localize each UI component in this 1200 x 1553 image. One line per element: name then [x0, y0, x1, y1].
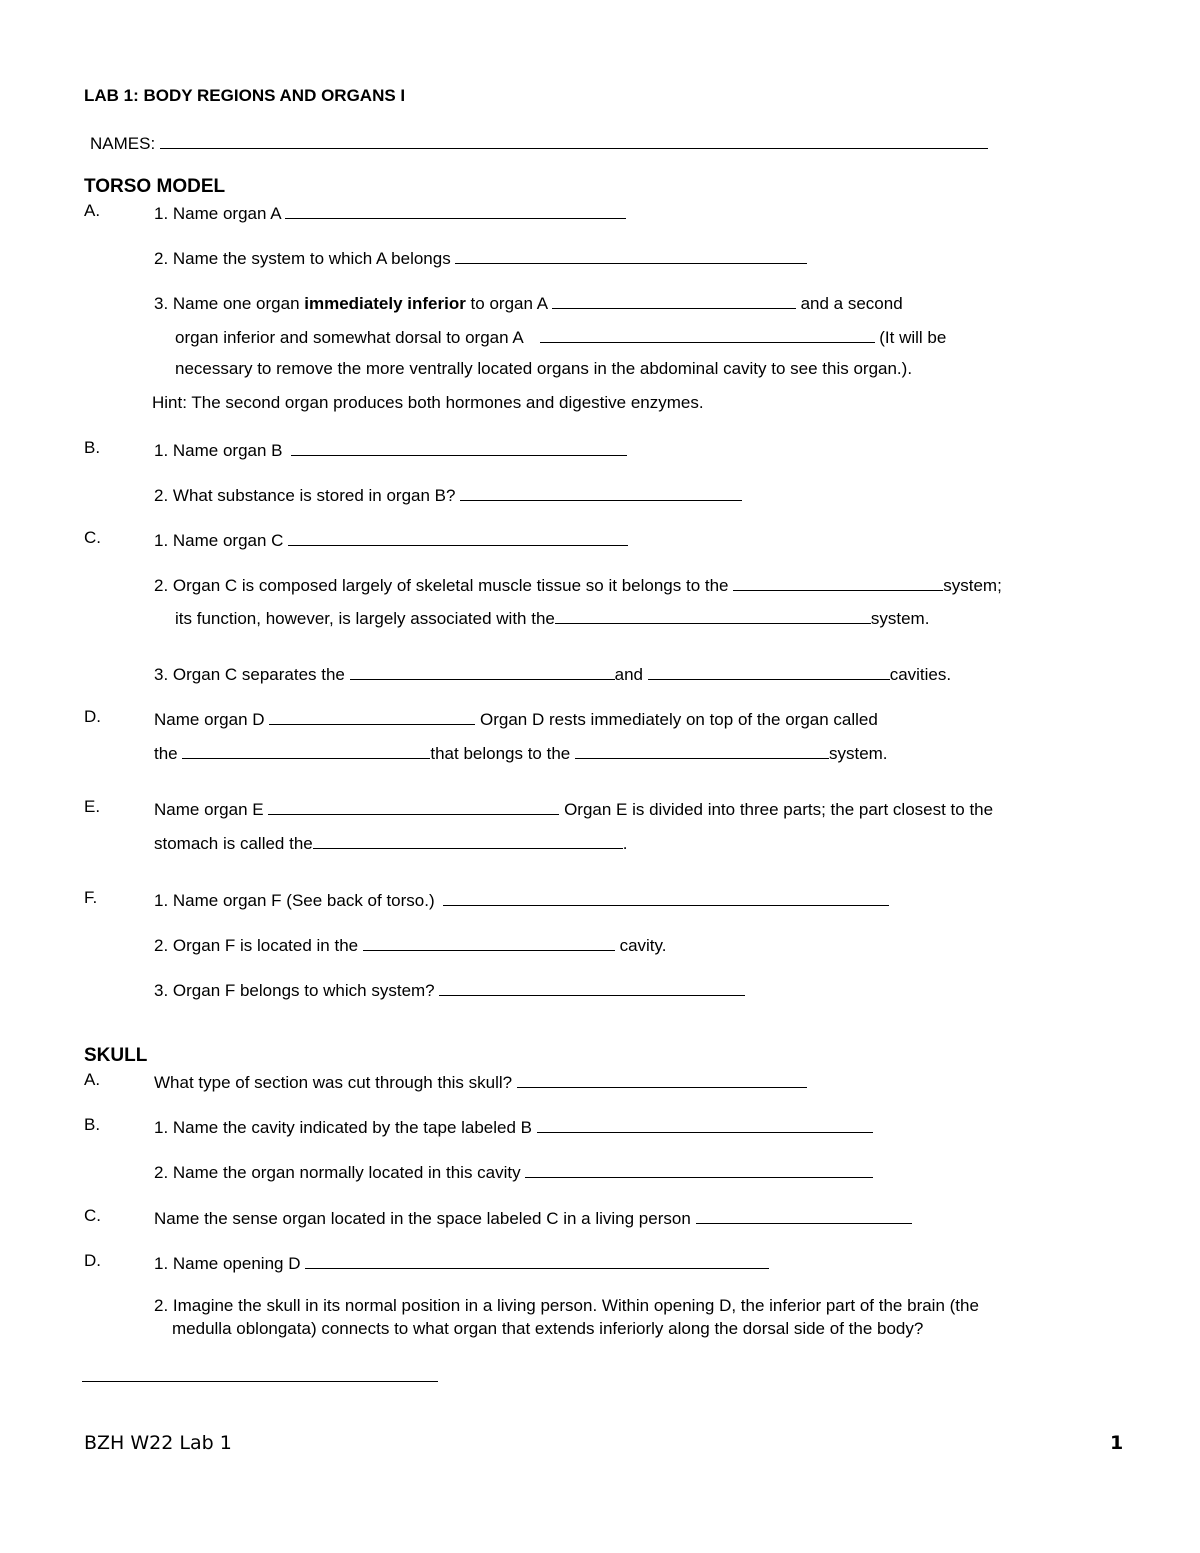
skull-b1 — [154, 1115, 873, 1138]
skull-d2-line1: 2. Imagine the skull in its normal position in a living person. Within opening D, the inferior part of the brain (the — [154, 1296, 979, 1315]
torso-d-l2-text-c: system. — [828, 744, 888, 763]
names-blank[interactable] — [160, 131, 988, 149]
torso-c2-text-b: system; — [943, 576, 1002, 595]
footer-left: BZH W22 Lab 1 — [84, 1432, 232, 1454]
torso-c3-text-a: 3. Organ C separates the — [154, 665, 350, 684]
skull-a — [154, 1070, 807, 1093]
torso-f3 — [154, 978, 745, 1001]
torso-f1-blank[interactable] — [443, 888, 889, 906]
torso-f2-blank[interactable] — [363, 933, 615, 951]
torso-b2 — [154, 483, 742, 506]
torso-c3 — [154, 662, 951, 685]
torso-d-l2-text-a: the — [154, 744, 183, 763]
torso-a3 — [154, 291, 903, 314]
torso-f2-text-b: cavity. — [614, 936, 667, 955]
skull-d2-answer-blank[interactable] — [82, 1381, 438, 1382]
torso-d-text-a: Name organ D — [154, 710, 270, 729]
torso-a3-blank2[interactable] — [540, 325, 875, 343]
torso-c3-text-c: cavities. — [889, 665, 952, 684]
torso-d-l2-text-b: that belongs to the — [430, 744, 575, 763]
skull-heading: SKULL — [84, 1045, 148, 1066]
torso-b2-blank[interactable] — [460, 483, 742, 501]
torso-c2-blank2[interactable] — [555, 606, 871, 624]
torso-d-blank2[interactable] — [182, 741, 430, 759]
torso-c1-blank[interactable] — [288, 528, 628, 546]
page-title: LAB 1: BODY REGIONS AND ORGANS I — [84, 86, 406, 105]
skull-d-label: D. — [84, 1251, 101, 1270]
torso-c2-blank1[interactable] — [733, 573, 943, 591]
torso-d-blank1[interactable] — [269, 707, 475, 725]
torso-a3-end: and a second — [795, 294, 903, 313]
names-label: NAMES: — [90, 134, 156, 153]
torso-d — [154, 707, 878, 730]
skull-a-text: What type of section was cut through this skull? — [154, 1073, 513, 1092]
torso-a3-l2-end: (It will be — [874, 328, 947, 347]
torso-a3-blank1[interactable] — [552, 291, 796, 309]
skull-d1-blank[interactable] — [305, 1251, 769, 1269]
torso-f2 — [154, 933, 666, 956]
torso-b1-blank[interactable] — [291, 438, 627, 456]
skull-d1-text: 1. Name opening D — [154, 1254, 301, 1273]
torso-d-label: D. — [84, 707, 101, 726]
torso-c1-text: 1. Name organ C — [154, 531, 284, 550]
torso-a2 — [154, 246, 807, 269]
torso-a1 — [154, 201, 626, 224]
torso-f1-text: 1. Name organ F (See back of torso.) — [154, 891, 435, 910]
torso-hint: Hint: The second organ produces both hormones and digestive enzymes. — [152, 393, 704, 412]
torso-a1-text: 1. Name organ A — [154, 204, 281, 223]
torso-e-text-b: Organ E is divided into three parts; the part closest to the — [559, 800, 994, 819]
torso-a3-pre: 3. Name one organ — [154, 294, 305, 313]
torso-c2-l2-text-b: system. — [870, 609, 930, 628]
torso-e-blank2[interactable] — [313, 831, 623, 849]
names-row — [90, 131, 988, 154]
skull-b2-blank[interactable] — [525, 1160, 873, 1178]
torso-c2 — [154, 573, 1002, 596]
skull-b2-text: 2. Name the organ normally located in this cavity — [154, 1163, 521, 1182]
torso-f2-text-a: 2. Organ F is located in the — [154, 936, 363, 955]
torso-a3-bold: immediately inferior — [304, 294, 466, 313]
torso-a-label: A. — [84, 201, 101, 220]
page-number: 1 — [1110, 1432, 1124, 1454]
torso-f3-text: 3. Organ F belongs to which system? — [154, 981, 435, 1000]
torso-d-text-b: Organ D rests immediately on top of the organ called — [475, 710, 878, 729]
torso-c-label: C. — [84, 528, 101, 547]
torso-b-label: B. — [84, 438, 101, 457]
torso-heading: TORSO MODEL — [84, 176, 226, 197]
skull-c-blank[interactable] — [696, 1206, 912, 1224]
torso-a3-line2 — [175, 325, 946, 348]
skull-a-label: A. — [84, 1070, 101, 1089]
torso-a2-blank[interactable] — [455, 246, 807, 264]
torso-c3-blank2[interactable] — [648, 662, 890, 680]
torso-e — [154, 797, 993, 820]
skull-d2-line2: medulla oblongata) connects to what organ that extends inferiorly along the dorsal side of the body? — [172, 1319, 924, 1338]
torso-b1 — [154, 438, 627, 461]
torso-f3-blank[interactable] — [439, 978, 745, 996]
torso-e-l2-text-b: . — [622, 834, 628, 853]
torso-c2-line2 — [175, 606, 929, 629]
torso-a3-post: to organ A — [465, 294, 548, 313]
torso-c2-l2-text-a: its function, however, is largely associated with the — [175, 609, 555, 628]
torso-e-blank1[interactable] — [268, 797, 559, 815]
skull-b2 — [154, 1160, 873, 1183]
torso-f-label: F. — [84, 888, 98, 907]
torso-e-label: E. — [84, 797, 101, 816]
skull-d1 — [154, 1251, 769, 1274]
skull-c-text: Name the sense organ located in the space labeled C in a living person — [154, 1209, 691, 1228]
torso-e-line2 — [154, 831, 627, 854]
torso-c1 — [154, 528, 628, 551]
skull-b1-blank[interactable] — [537, 1115, 873, 1133]
torso-a3-line3: necessary to remove the more ventrally located organs in the abdominal cavity to see this organ.). — [175, 359, 913, 378]
torso-a3-l2-text: organ inferior and somewhat dorsal to organ A — [175, 328, 523, 347]
torso-e-l2-text-a: stomach is called the — [154, 834, 313, 853]
torso-b2-text: 2. What substance is stored in organ B? — [154, 486, 456, 505]
torso-d-line2 — [154, 741, 888, 764]
skull-c — [154, 1206, 912, 1229]
torso-c3-blank1[interactable] — [350, 662, 615, 680]
torso-a1-blank[interactable] — [285, 201, 626, 219]
torso-f1 — [154, 888, 889, 911]
skull-c-label: C. — [84, 1206, 101, 1225]
skull-b-label: B. — [84, 1115, 101, 1134]
torso-e-text-a: Name organ E — [154, 800, 269, 819]
torso-a2-text: 2. Name the system to which A belongs — [154, 249, 451, 268]
torso-c3-text-b: and — [614, 665, 648, 684]
skull-b1-text: 1. Name the cavity indicated by the tape labeled B — [154, 1118, 533, 1137]
torso-d-blank3[interactable] — [575, 741, 829, 759]
torso-c2-text-a: 2. Organ C is composed largely of skeletal muscle tissue so it belongs to the — [154, 576, 734, 595]
torso-b1-text: 1. Name organ B — [154, 441, 283, 460]
skull-a-blank[interactable] — [517, 1070, 807, 1088]
